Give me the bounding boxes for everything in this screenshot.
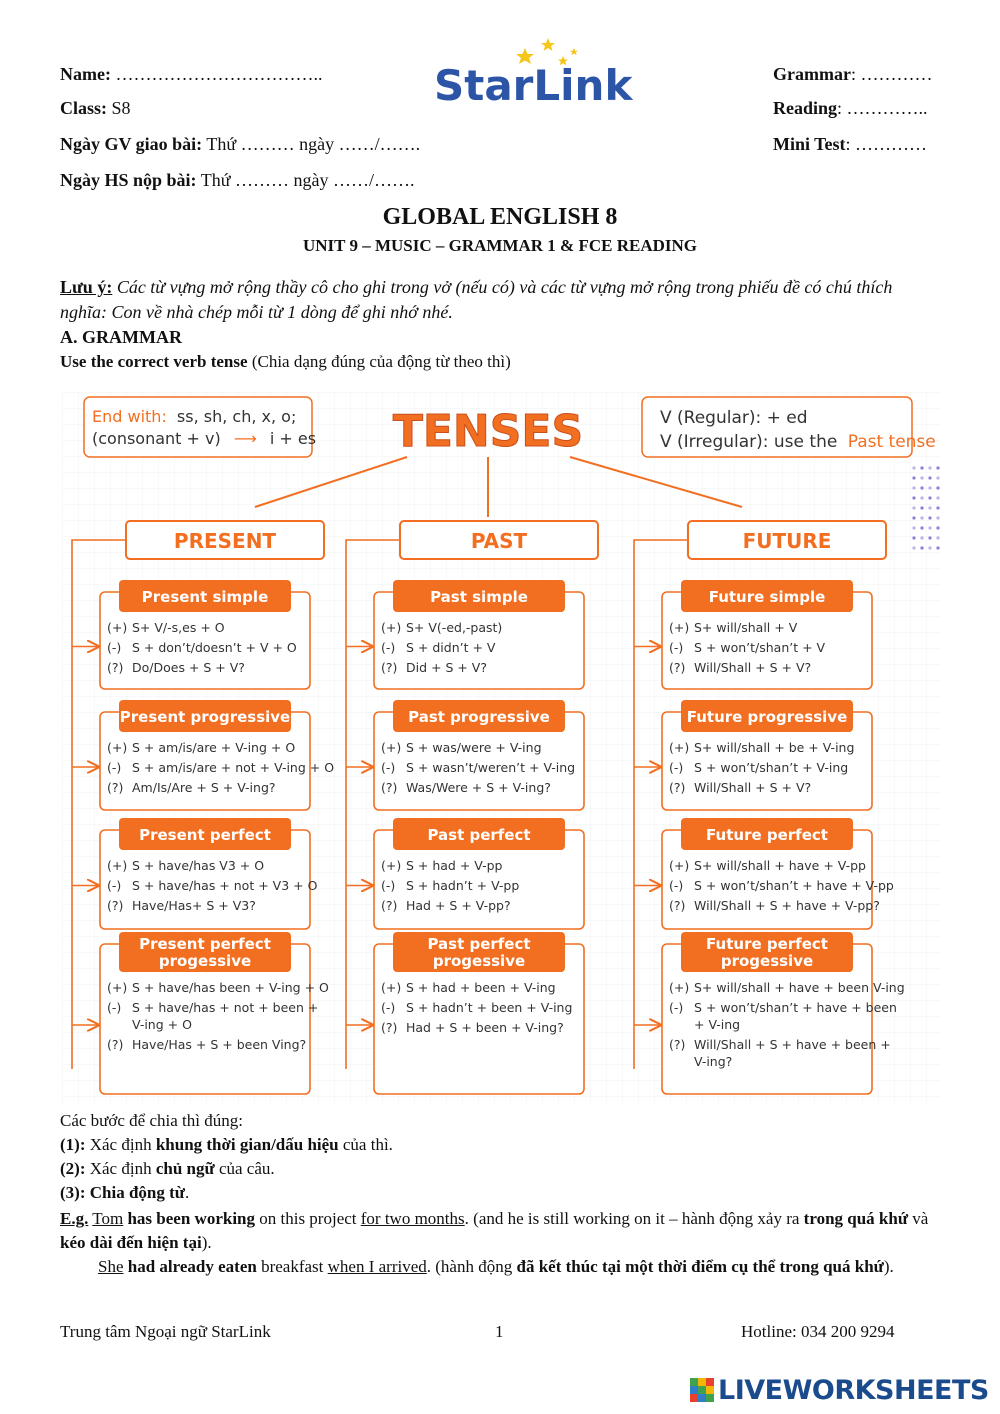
grammar-value: : ………… — [850, 64, 933, 84]
decorative-dot — [936, 546, 939, 549]
step-2 — [60, 1157, 275, 1181]
formula-sign: (-) — [381, 878, 396, 893]
formula-text: S + hadn’t + been + V-ing — [406, 1000, 573, 1015]
example-1-paren: . (and he is still working on it – hành động xảy ra — [464, 1209, 800, 1228]
svg-text:(consonant + v) ⟶ — [92, 429, 316, 448]
formula-text: S+ will/shall + be + V-ing — [694, 740, 855, 755]
decorative-dot — [936, 466, 939, 469]
example-1-verb: has been working — [127, 1209, 255, 1228]
footer-center-name: Trung tâm Ngoại ngữ StarLink — [60, 1322, 271, 1341]
tense-group-past — [346, 521, 598, 1094]
formula-sign: (?) — [669, 1037, 686, 1052]
example-1 — [60, 1207, 930, 1255]
example-1-and: và — [912, 1209, 929, 1228]
decorative-dot — [912, 476, 915, 479]
decorative-dot — [936, 506, 939, 509]
step-1-text: Xác định — [89, 1135, 152, 1154]
diagram-title: TENSES — [392, 406, 584, 457]
decorative-dot — [928, 466, 931, 469]
tense-name: Past progressive — [408, 708, 550, 726]
tense-name: progessive — [158, 952, 252, 970]
decorative-dot — [928, 486, 931, 489]
formula-sign: (+) — [669, 740, 690, 755]
step-2-number: (2): — [60, 1159, 86, 1178]
formula-sign: (+) — [669, 980, 690, 995]
note-right-line2: V (Irregular): use the — [660, 432, 838, 452]
submit-value: Thứ ……… ngày ……/……. — [200, 170, 415, 190]
example-1-bold-a: trong quá khứ — [803, 1209, 909, 1228]
decorative-dot — [920, 506, 923, 509]
tense-name: Future perfect — [706, 826, 828, 844]
formula-sign: (?) — [669, 780, 686, 795]
assign-label: Ngày GV giao bài: — [60, 134, 203, 154]
name-field — [60, 63, 322, 85]
formula-sign: (?) — [107, 898, 124, 913]
example-1-subject: Tom — [92, 1209, 124, 1228]
tense-group-present — [72, 521, 334, 1094]
decorative-dot — [912, 526, 915, 529]
formula-text: Had + S + V-pp? — [406, 898, 511, 913]
decorative-dot — [912, 506, 915, 509]
example-1-time: for two months — [360, 1209, 465, 1228]
tense-card — [346, 700, 584, 810]
formula-text: + V-ing — [694, 1017, 741, 1032]
liveworksheets-logo-icon — [690, 1378, 714, 1402]
formula-text: S + have/has + not + been + — [132, 1000, 319, 1015]
formula-sign: (+) — [381, 858, 402, 873]
formula-text: S + hadn’t + V-pp — [406, 878, 520, 893]
tense-name: progessive — [720, 952, 814, 970]
step-3 — [60, 1181, 189, 1205]
formula-sign: (-) — [381, 760, 396, 775]
page-title: GLOBAL ENGLISH 8 — [382, 204, 618, 230]
formula-sign: (+) — [669, 620, 690, 635]
decorative-dot — [912, 516, 915, 519]
group-header-label: FUTURE — [742, 529, 832, 553]
example-2 — [60, 1255, 930, 1279]
minitest-score — [773, 133, 927, 155]
note-right-highlight: Past tense — [847, 432, 936, 452]
example-2-end: ). — [883, 1257, 894, 1276]
reading-score — [773, 97, 928, 119]
example-2-verb: had already eaten — [127, 1257, 257, 1276]
starlink-logo — [430, 34, 670, 112]
decorative-dot — [920, 476, 923, 479]
decorative-dot — [928, 476, 931, 479]
svg-text:V (Irregular): use the P — [660, 432, 936, 452]
formula-text: Will/Shall + S + have + been + — [694, 1037, 891, 1052]
step-3-end: . — [184, 1183, 190, 1202]
decorative-dot — [912, 536, 915, 539]
note-left-line2-rest: i + es — [269, 429, 317, 448]
decorative-dot — [912, 546, 915, 549]
formula-text: Have/Has+ S + V3? — [132, 898, 256, 913]
tense-name: Past perfect — [427, 826, 531, 844]
watermark-text: LIVEWORKSHEETS — [718, 1375, 989, 1406]
decorative-dot — [928, 506, 931, 509]
formula-text: Will/Shall + S + have + V-pp? — [694, 898, 880, 913]
note-label: Lưu ý: — [60, 277, 113, 297]
formula-text: S + am/is/are + not + V-ing + O — [132, 760, 335, 775]
formula-text: S+ will/shall + have + been V-ing — [694, 980, 905, 995]
tense-name: Present simple — [141, 588, 269, 606]
step-1-bold: khung thời gian/dấu hiệu — [155, 1135, 339, 1154]
decorative-dot — [936, 536, 939, 539]
example-2-mid: breakfast — [261, 1257, 324, 1276]
tense-group-future — [634, 521, 905, 1094]
assign-value: Thứ ……… ngày ……/……. — [206, 134, 421, 154]
tense-name: progessive — [432, 952, 526, 970]
submit-label: Ngày HS nộp bài: — [60, 170, 197, 190]
note-left-line2: (consonant + v) — [92, 429, 221, 448]
grammar-label: Grammar — [773, 64, 851, 84]
instruction-normal: (Chia dạng đúng của động từ theo thì) — [251, 352, 511, 371]
star-icon — [541, 38, 555, 51]
instruction-bold: Use the correct verb tense — [60, 352, 248, 371]
formula-sign: (-) — [107, 1000, 122, 1015]
decorative-dot — [928, 496, 931, 499]
decorative-dot — [936, 516, 939, 519]
formula-sign: (-) — [107, 640, 122, 655]
example-2-subject: She — [98, 1257, 124, 1276]
formula-text: Have/Has + S + been Ving? — [132, 1037, 307, 1052]
tenses-diagram — [62, 392, 940, 1104]
note-right-line1: V (Regular): + ed — [660, 408, 808, 428]
tense-card — [72, 700, 334, 810]
formula-sign: (-) — [381, 640, 396, 655]
formula-text: Do/Does + S + V? — [132, 660, 245, 675]
past-form-note — [642, 397, 936, 457]
formula-text: S + have/has been + V-ing + O — [132, 980, 329, 995]
example-1-end: ). — [201, 1233, 212, 1252]
step-1 — [60, 1133, 393, 1157]
decorative-dot — [920, 516, 923, 519]
formula-sign: (-) — [669, 640, 684, 655]
tense-name: Present perfect — [139, 935, 271, 953]
decorative-dot — [912, 496, 915, 499]
formula-text: S + am/is/are + V-ing + O — [132, 740, 296, 755]
liveworksheets-watermark — [690, 1374, 990, 1408]
formula-sign: (-) — [669, 1000, 684, 1015]
formula-sign: (-) — [381, 1000, 396, 1015]
decorative-dot — [936, 526, 939, 529]
formula-text: S+ V/-s,es + O — [132, 620, 225, 635]
decorative-dot — [920, 536, 923, 539]
decorative-dot — [928, 516, 931, 519]
name-label: Name: — [60, 64, 111, 84]
formula-text: S + was/were + V-ing — [406, 740, 542, 755]
formula-text: S + had + been + V-ing — [406, 980, 556, 995]
formula-text: S+ will/shall + have + V-pp — [694, 858, 866, 873]
formula-text: S + won’t/shan’t + have + V-pp — [694, 878, 894, 893]
example-label: E.g. — [60, 1209, 89, 1228]
formula-sign: (?) — [107, 1037, 124, 1052]
formula-text: S + have/has V3 + O — [132, 858, 265, 873]
formula-sign: (?) — [381, 898, 398, 913]
tense-card — [634, 700, 872, 810]
note-text: Các từ vựng mở rộng thầy cô cho ghi trong vở (nếu có) và các từ vựng mở rộng trong phiếu đề có chú thích nghĩa: Con về nhà chép mỗi từ 1 dòng để ghi nhớ nhé. — [60, 277, 893, 322]
example-1-bold-b: kéo dài đến hiện tại — [60, 1233, 202, 1252]
tense-card — [72, 580, 310, 689]
tense-card — [346, 818, 584, 929]
formula-text: V-ing + O — [132, 1017, 192, 1032]
note-paragraph — [60, 275, 930, 325]
formula-sign: (-) — [669, 878, 684, 893]
formula-sign: (+) — [107, 980, 128, 995]
decorative-dot — [928, 536, 931, 539]
formula-text: S + had + V-pp — [406, 858, 503, 873]
note-left-rest: ss, sh, ch, x, o; — [176, 407, 297, 426]
formula-sign: (?) — [107, 660, 124, 675]
decorative-dot — [928, 546, 931, 549]
tense-card — [72, 932, 329, 1094]
decorative-dot — [928, 526, 931, 529]
formula-text: S + have/has + not + V3 + O — [132, 878, 318, 893]
example-1-mid: on this project — [259, 1209, 357, 1228]
group-header-label: PRESENT — [173, 529, 277, 553]
decorative-dot — [920, 496, 923, 499]
formula-text: S + won’t/shan’t + V — [694, 640, 826, 655]
svg-text:End with: ss, sh, ch, x, — [92, 407, 296, 426]
page-subtitle: UNIT 9 – MUSIC – GRAMMAR 1 & FCE READING — [303, 236, 697, 255]
tense-name: Future simple — [708, 588, 826, 606]
step-3-number: (3): — [60, 1183, 86, 1202]
tense-card — [634, 818, 894, 929]
example-2-paren: . (hành động — [426, 1257, 513, 1276]
spelling-note — [84, 397, 316, 457]
formula-sign: (-) — [107, 878, 122, 893]
name-value: …………………………….. — [115, 64, 323, 84]
formula-sign: (-) — [107, 760, 122, 775]
formula-text: S + wasn’t/weren’t + V-ing — [406, 760, 576, 775]
formula-text: S+ will/shall + V — [694, 620, 798, 635]
instruction — [60, 351, 511, 373]
arrow-right-icon: ⟶ — [233, 429, 257, 448]
decorative-dot — [920, 486, 923, 489]
minitest-label: Mini Test — [773, 134, 846, 154]
formula-text: S + won’t/shan’t + have + been — [694, 1000, 897, 1015]
formula-text: Will/Shall + S + V? — [694, 780, 812, 795]
step-3-bold: Chia động từ — [89, 1183, 185, 1202]
formula-sign: (+) — [107, 620, 128, 635]
formula-sign: (-) — [669, 760, 684, 775]
tense-card — [634, 932, 905, 1094]
reading-label: Reading — [773, 98, 838, 118]
decorative-dot — [920, 546, 923, 549]
decorative-dot — [936, 486, 939, 489]
formula-text: Did + S + V? — [406, 660, 487, 675]
group-header-label: PAST — [470, 529, 528, 553]
submit-date-field — [60, 169, 414, 191]
tense-name: Present progressive — [119, 708, 291, 726]
steps-intro: Các bước để chia thì đúng: — [60, 1111, 243, 1130]
formula-text: Was/Were + S + V-ing? — [406, 780, 551, 795]
formula-sign: (?) — [381, 1020, 398, 1035]
page-number: 1 — [495, 1322, 504, 1341]
formula-sign: (+) — [381, 620, 402, 635]
step-1-number: (1): — [60, 1135, 86, 1154]
step-2-text: Xác định — [89, 1159, 152, 1178]
formula-sign: (?) — [107, 780, 124, 795]
formula-sign: (+) — [669, 858, 690, 873]
formula-text: Am/Is/Are + S + V-ing? — [132, 780, 276, 795]
tense-name: Future progressive — [686, 708, 848, 726]
tense-card — [346, 580, 584, 689]
formula-sign: (?) — [381, 660, 398, 675]
decorative-dot — [920, 526, 923, 529]
formula-text: S+ V(-ed,-past) — [406, 620, 503, 635]
star-icon — [570, 48, 578, 55]
class-value: S8 — [111, 98, 131, 118]
formula-sign: (?) — [669, 898, 686, 913]
step-1-end: của thì. — [342, 1135, 393, 1154]
footer-hotline: Hotline: 034 200 9294 — [741, 1322, 895, 1341]
logo-wordmark: StarLink — [434, 61, 633, 110]
grammar-score — [773, 63, 932, 85]
tense-name: Past simple — [430, 588, 528, 606]
formula-text: Had + S + been + V-ing? — [406, 1020, 564, 1035]
formula-sign: (+) — [107, 858, 128, 873]
formula-text: V-ing? — [694, 1054, 733, 1069]
formula-sign: (+) — [107, 740, 128, 755]
formula-sign: (+) — [381, 740, 402, 755]
note-left-prefix: End with: — [92, 407, 167, 426]
formula-text: Will/Shall + S + V? — [694, 660, 812, 675]
tense-card — [72, 818, 318, 929]
formula-sign: (?) — [669, 660, 686, 675]
decorative-dot — [912, 466, 915, 469]
section-a-heading: A. GRAMMAR — [60, 327, 182, 347]
minitest-value: : ………… — [845, 134, 928, 154]
formula-text: S + didn’t + V — [406, 640, 496, 655]
example-2-time: when I arrived — [327, 1257, 427, 1276]
decorative-dot — [920, 466, 923, 469]
tense-card — [634, 580, 872, 689]
step-2-end: của câu. — [218, 1159, 275, 1178]
tense-name: Present perfect — [139, 826, 271, 844]
class-field — [60, 97, 131, 119]
formula-sign: (+) — [381, 980, 402, 995]
tense-card — [346, 932, 584, 1094]
formula-sign: (?) — [381, 780, 398, 795]
decorative-dot — [936, 476, 939, 479]
class-label: Class: — [60, 98, 108, 118]
assign-date-field — [60, 133, 420, 155]
reading-value: : ………….. — [837, 98, 928, 118]
decorative-dot — [912, 486, 915, 489]
step-2-bold: chủ ngữ — [155, 1159, 215, 1178]
decorative-dot — [936, 496, 939, 499]
formula-text: S + won’t/shan’t + V-ing — [694, 760, 849, 775]
tense-name: Past perfect — [427, 935, 531, 953]
tense-name: Future perfect — [706, 935, 828, 953]
formula-text: S + don’t/doesn’t + V + O — [132, 640, 297, 655]
example-2-bold: đã kết thúc tại một thời điểm cụ thể trong quá khứ — [516, 1257, 884, 1276]
